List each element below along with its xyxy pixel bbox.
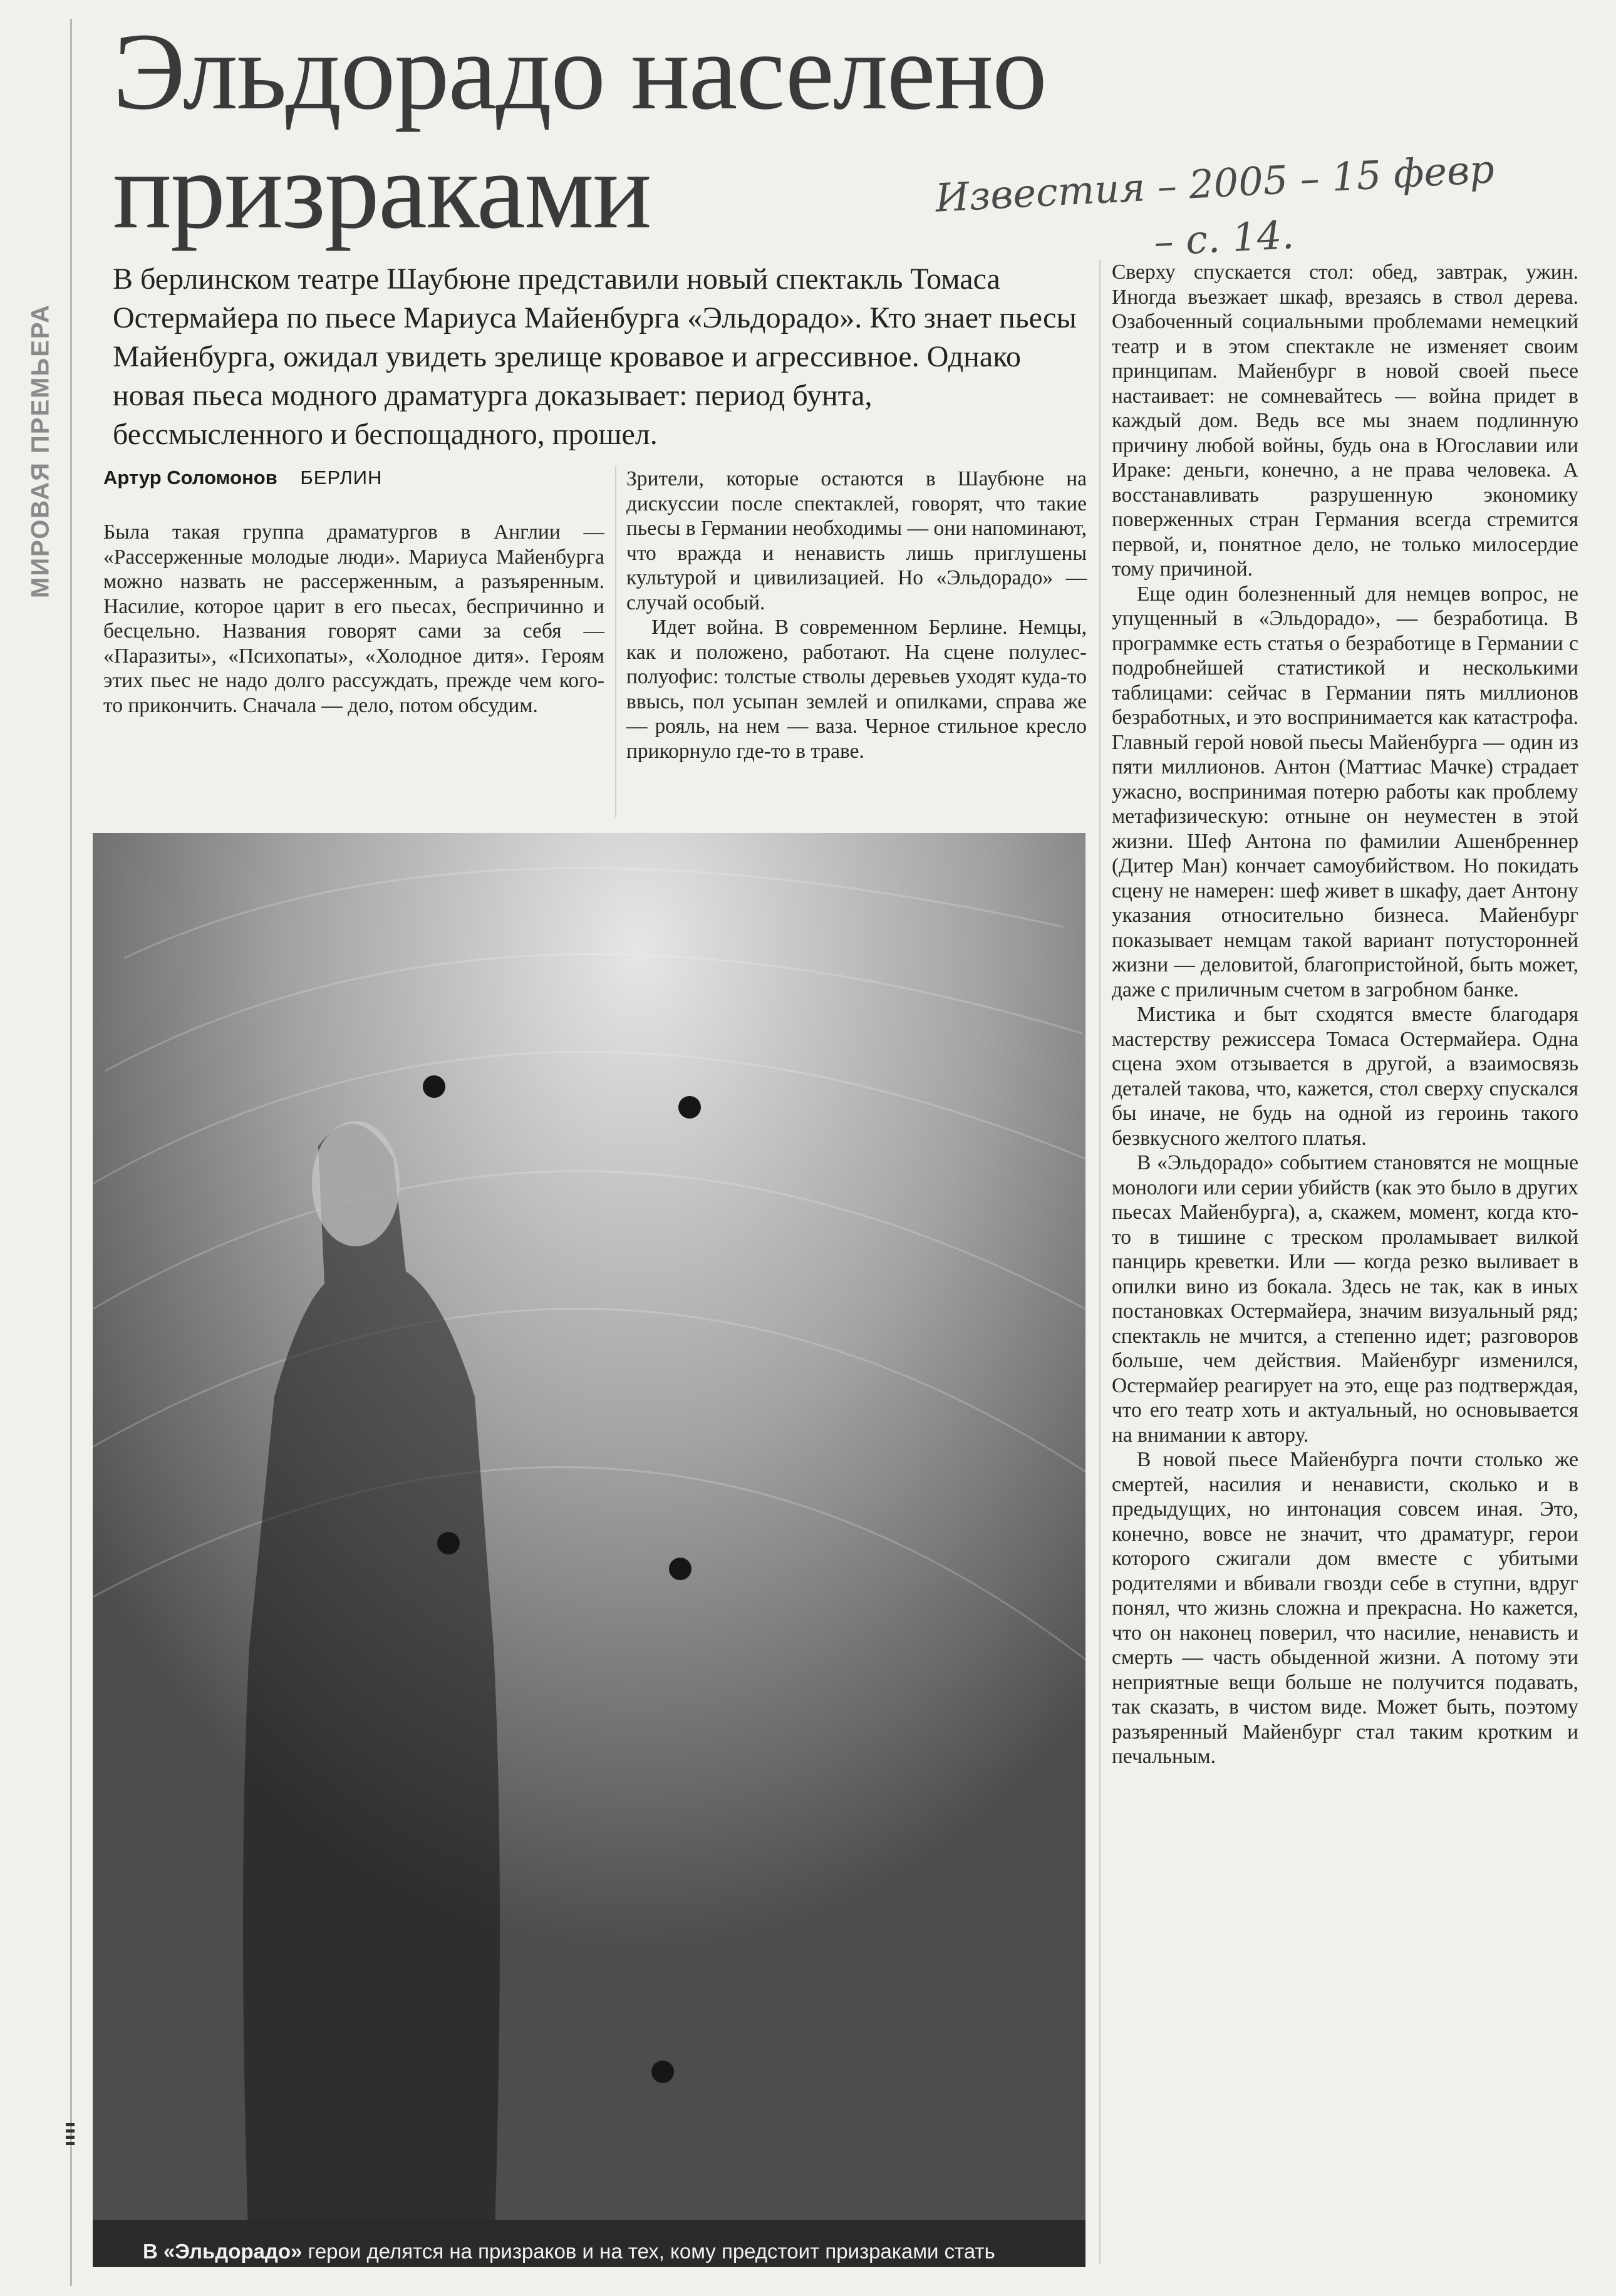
byline-author: Артур Соломонов xyxy=(103,467,277,489)
stage-photo xyxy=(93,833,1085,2267)
article-column-3 xyxy=(1112,260,1578,1769)
paragraph: Еще один болезненный для немцев вопрос, не упущенный в «Эльдорадо», — безработица. В программке есть статья о безработице в Германии с подробнейшей статистикой и несколькими таблицами: сейчас в Германии пять миллионов безработных, и это воспринимается как катастрофа. Главный герой новой пьесы Майенбурга — один из пяти миллионов. Антон (Маттиас Мачке) страдает ужасно, воспринимая потерю работы как проблему метафизическую: отныне он неуместен в этой жизни. Шеф Антона по фамилии Ашенбреннер (Дитер Ман) кончает самоубийством. Но покидать сцену не намерен: шеф живет в шкафу, дает Антону указания относительно бизнеса. Майенбург показывает немцам такой вариант потусторонней жизни — деловитой, благопристойной, быть может, даже с приличным счетом в загробном банке. xyxy=(1112,582,1578,1001)
handwritten-note-line-1: Известия – 2005 – 15 февр xyxy=(934,146,1496,221)
column-divider xyxy=(1099,260,1101,2264)
byline xyxy=(103,467,604,489)
paragraph: Была такая группа драматургов в Англии — «Рассерженные молодые люди». Мариуса Майенбурга можно назвать не рассерженным, а разъяренным. Насилие, которое царит в его пьесах, беспричинно и бесцельно. Названия говорят сами за себя — «Паразиты», «Психопаты», «Холодное дитя». Героям этих пьес не надо долго рассуждать, прежде чем кого-то прикончить. Сначала — дело, потом обсудим. xyxy=(103,520,604,717)
handwritten-note-line-2: – с. 14. xyxy=(1152,211,1295,265)
paragraph: Мистика и быт сходятся вместе благодаря мастерству режиссера Томаса Остермайера. Одна сцена эхом отзывается в другой, а взаимосвязь деталей такова, что, кажется, стол сверху спускался бы иначе, не будь на одной из героинь такого безвкусного желтого платья. xyxy=(1112,1003,1578,1150)
paragraph: Идет война. В современном Берлине. Немцы, как и положено, работают. На сцене полулес-полуофис: толстые стволы деревьев уходят куда-то ввысь, пол усыпан землей и опилками, справа же — рояль, на нем — ваза. Черное стильное кресло прикорнуло где-то в траве. xyxy=(626,616,1087,763)
column-divider xyxy=(615,467,616,817)
article-lead: В берлинском театре Шаубюне представили новый спектакль Томаса Остермайера по пьесе Мариуса Майенбурга «Эльдорадо». Кто знает пьесы Майенбурга, ожидал увидеть зрелище кровавое и агрессивное. Однако новая пьеса модного драматурга доказывает: период бунта, бессмысленного и беспощадного, прошел. xyxy=(113,262,1077,451)
left-divider xyxy=(70,19,72,2286)
stage-photo-illustration xyxy=(93,833,1085,2267)
photo-caption-text: герои делятся на призраков и на тех, кому предстоит призраками стать xyxy=(302,2240,995,2263)
paragraph: Зрители, которые остаются в Шаубюне на дискуссии после спектаклей, говорят, что такие пьесы в Германии необходимы — они напоминают, что вражда и ненависть лишь приглушены культурой и цивилизацией. Но «Эльдорадо» — случай особый. xyxy=(626,467,1087,614)
paragraph: В «Эльдорадо» событием становятся не мощные монологи или серии убийств (как это было в других пьесах Майенбурга), а, скажем, момент, когда кто-то в тишине с треском проламывает вилкой панцирь креветки. Или — когда резко выливает в опилки вино из бокала. Здесь не так, как в иных постановках Остермайера, значим визуальный ряд; спектакль не мчится, а степенно идет; разговоров больше, чем действия. Майенбург изменился, Остермайер реагирует на это, еще раз подтверждая, что его театр хоть и актуальный, но основывается на внимании к автору. xyxy=(1112,1151,1578,1447)
paragraph: Сверху спускается стол: обед, завтрак, ужин. Иногда въезжает шкаф, врезаясь в ствол дерева. Озабоченный социальными проблемами немецкий театр и в этом спектакле не изменяет своим принципам. Майенбург в новой своей пьесе настаивает: не сомневайтесь — война придет в каждый дом. Ведь все мы знаем подлинную причину любой войны, будь она в Югославии или Ираке: деньги, конечно, а не права человека. А восстанавливать разрушенную экономику поверженных стран Германия всегда стремится первой, и, понятное дело, не только милосердие тому причиной. xyxy=(1112,261,1578,581)
byline-city: БЕРЛИН xyxy=(300,467,383,489)
photo-caption xyxy=(143,2239,1020,2264)
article-column-2 xyxy=(626,467,1087,763)
article-column-1 xyxy=(103,520,604,718)
section-rubric-text: МИРОВАЯ ПРЕМЬЕРА xyxy=(26,304,54,598)
section-rubric xyxy=(19,263,63,639)
paragraph: В новой пьесе Майенбурга почти столько же смертей, насилия и ненависти, сколько и в предыдущих, но интонация совсем иная. Это, конечно, вовсе не значит, что драматург, герои которого сжигали дом вместе с убитыми родителями и вбивали гвозди себе в ступни, вдруг понял, что жизнь сложна и прекрасна. Но кажется, что он наконец поверил, что насилие, ненависть и смерть — часть обыденной жизни. А потому эти неприятные вещи больше не получится подавать, так сказать, в чистом виде. Может быть, поэтому разъяренный Майенбург стал таким кротким и печальным. xyxy=(1112,1448,1578,1768)
binding-mark xyxy=(66,2123,75,2148)
photo-caption-bold: В «Эльдорадо» xyxy=(143,2240,303,2263)
article-headline: Эльдорадо населено призраками xyxy=(113,11,1046,252)
